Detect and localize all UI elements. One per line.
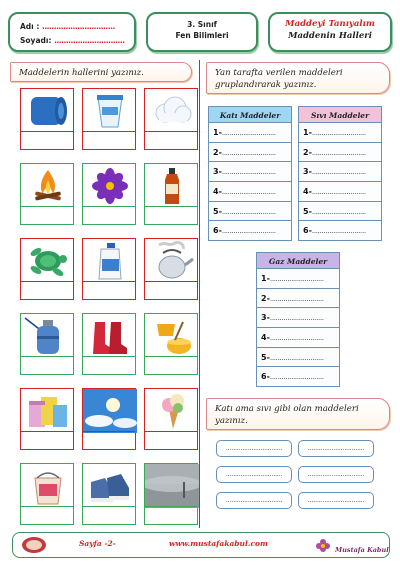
answer-slot[interactable]	[83, 206, 135, 224]
item-card	[20, 238, 74, 300]
campfire-icon	[21, 164, 73, 208]
answer-slot[interactable]	[145, 431, 197, 449]
solid-row[interactable]: 6-............................	[208, 221, 292, 241]
answer-slot[interactable]	[145, 506, 197, 524]
liquid-row[interactable]: 3-............................	[298, 162, 382, 182]
towel-icon	[21, 89, 73, 133]
answer-box[interactable]: ...............................	[216, 466, 292, 483]
answer-slot[interactable]	[21, 506, 73, 524]
liquid-row[interactable]: 2-............................	[298, 143, 382, 163]
answer-slot[interactable]	[21, 281, 73, 299]
solid-table-title: Katı Maddeler	[208, 106, 292, 123]
item-card	[20, 163, 74, 225]
instruction-group: Yan tarafta verilen maddeleri gruplandırarak yazınız.	[206, 62, 390, 94]
solid-row[interactable]: 4-............................	[208, 182, 292, 202]
answer-slot[interactable]	[145, 206, 197, 224]
name-field[interactable]: ...............................	[41, 22, 115, 31]
subject-text: Fen Bilimleri	[175, 31, 229, 40]
bleach-bottle-icon	[83, 239, 135, 283]
cloud-icon	[145, 89, 197, 133]
answer-box[interactable]: ...............................	[298, 492, 374, 509]
gas-row[interactable]: 5-............................	[256, 348, 340, 368]
paint-cans-icon	[21, 389, 73, 433]
fog-icon	[145, 464, 197, 508]
answer-slot[interactable]	[83, 431, 135, 449]
ice-cream-icon	[145, 389, 197, 433]
solid-table	[208, 106, 292, 241]
surname-field[interactable]: ..............................	[54, 36, 125, 45]
syrup-bottle-icon	[145, 164, 197, 208]
unit-title: Maddeyi Tanıyalım	[285, 19, 375, 29]
liquid-row[interactable]: 1-............................	[298, 123, 382, 143]
topic-title: Maddenin Halleri	[288, 31, 372, 41]
surname-label: Soyadı:	[20, 36, 52, 45]
flower-icon	[83, 164, 135, 208]
liquid-row[interactable]: 5-............................	[298, 202, 382, 222]
gas-cylinder-icon	[21, 314, 73, 358]
answer-box[interactable]: ...............................	[216, 492, 292, 509]
item-card	[144, 388, 198, 450]
page-number: Sayfa -2-	[79, 539, 116, 548]
solid-row[interactable]: 2-............................	[208, 143, 292, 163]
item-card	[20, 388, 74, 450]
answer-box[interactable]: ...............................	[298, 440, 374, 457]
yogurt-cup-icon	[83, 89, 135, 133]
item-card	[20, 88, 74, 150]
brand-signature: Mustafa Kabul	[335, 546, 389, 554]
liquid-table-title: Sıvı Maddeler	[298, 106, 382, 123]
item-card	[82, 313, 136, 375]
name-label: Adı :	[20, 22, 40, 31]
gas-table-title: Gaz Maddeler	[256, 252, 340, 269]
answer-box[interactable]: ...............................	[298, 466, 374, 483]
grade-text: 3. Sınıf	[187, 20, 217, 29]
item-card	[82, 163, 136, 225]
answer-slot[interactable]	[21, 431, 73, 449]
gas-row[interactable]: 4-............................	[256, 328, 340, 348]
item-card	[82, 238, 136, 300]
answer-box[interactable]: ...............................	[216, 440, 292, 457]
website-link[interactable]: www.mustafakabul.com	[169, 539, 268, 548]
topic-box	[268, 12, 392, 52]
steaming-kettle-icon	[145, 239, 197, 283]
sky-icon	[83, 389, 135, 433]
gas-row[interactable]: 1-............................	[256, 269, 340, 289]
answer-slot[interactable]	[21, 131, 73, 149]
item-card	[82, 463, 136, 525]
answer-slot[interactable]	[83, 506, 135, 524]
item-card	[20, 463, 74, 525]
item-card	[82, 388, 136, 450]
answer-slot[interactable]	[21, 356, 73, 374]
answer-slot[interactable]	[145, 131, 197, 149]
paint-bucket-icon	[21, 464, 73, 508]
gas-row[interactable]: 3-............................	[256, 308, 340, 328]
liquid-row[interactable]: 6-............................	[298, 221, 382, 241]
answer-slot[interactable]	[83, 356, 135, 374]
item-card	[144, 238, 198, 300]
answer-slot[interactable]	[145, 281, 197, 299]
turtle-icon	[21, 239, 73, 283]
item-card	[144, 463, 198, 525]
answer-slot[interactable]	[21, 206, 73, 224]
solid-row[interactable]: 3-............................	[208, 162, 292, 182]
sneakers-icon	[83, 464, 135, 508]
footer	[12, 532, 390, 558]
liquid-table	[298, 106, 382, 241]
answer-slot[interactable]	[83, 131, 135, 149]
solid-row[interactable]: 5-............................	[208, 202, 292, 222]
instruction-solid-like-liquid: Katı ama sıvı gibi olan maddeleri yazınız.	[206, 398, 390, 430]
honey-icon	[145, 314, 197, 358]
answer-slot[interactable]	[145, 356, 197, 374]
page-divider	[199, 60, 200, 528]
gas-row[interactable]: 6-............................	[256, 367, 340, 387]
item-card	[82, 88, 136, 150]
answer-slot[interactable]	[83, 281, 135, 299]
rain-boots-icon	[83, 314, 135, 358]
solid-row[interactable]: 1-............................	[208, 123, 292, 143]
item-card	[20, 313, 74, 375]
liquid-row[interactable]: 4-............................	[298, 182, 382, 202]
item-card	[144, 163, 198, 225]
item-card	[144, 313, 198, 375]
name-box	[8, 12, 136, 52]
school-badge-icon	[21, 536, 47, 554]
grade-box	[146, 12, 258, 52]
gas-row[interactable]: 2-............................	[256, 289, 340, 309]
instruction-left: Maddelerin hallerini yazınız.	[10, 62, 192, 82]
item-card	[144, 88, 198, 150]
gas-table	[256, 252, 340, 387]
